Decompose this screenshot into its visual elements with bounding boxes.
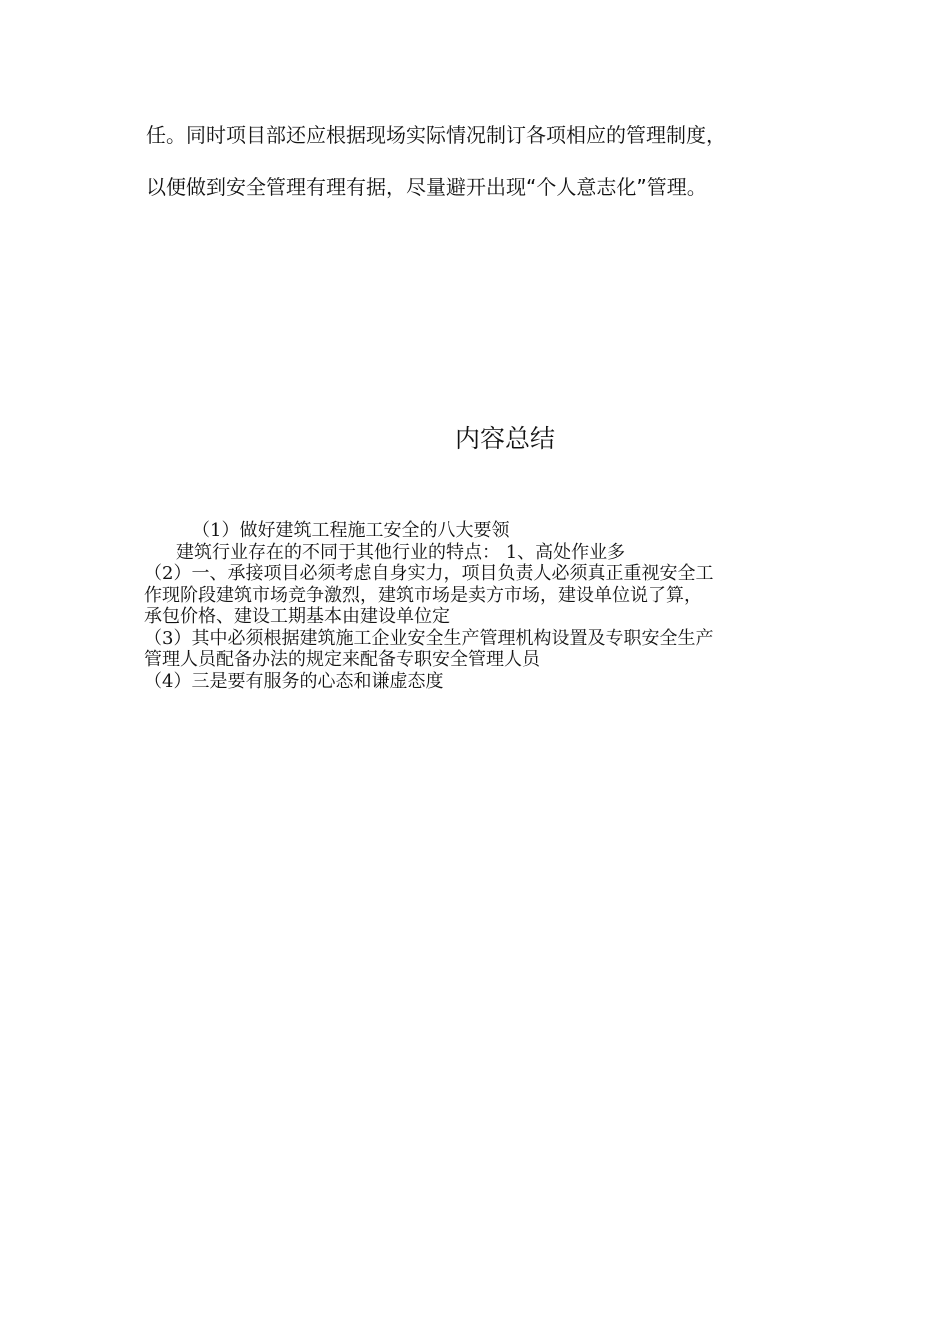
summary-title: 内容总结 bbox=[454, 424, 555, 453]
summary-line-3: （2）一、承接项目必须考虑自身实力，项目负责人必须真正重视安全工 bbox=[144, 563, 714, 584]
summary-line-1: （1）做好建筑工程施工安全的八大要领 bbox=[192, 520, 510, 541]
summary-line-6: （3）其中必须根据建筑施工企业安全生产管理机构设置及专职安全生产 bbox=[144, 627, 714, 649]
intro-line-1: 任。同时项目部还应根据现场实际情况制订各项相应的管理制度， bbox=[146, 123, 726, 147]
summary-line-4: 作现阶段建筑市场竞争激烈，建筑市场是卖方市场，建设单位说了算， bbox=[144, 584, 702, 606]
intro-line-2: 以便做到安全管理有理有据，尽量避开出现“个人意志化”管理。 bbox=[146, 175, 707, 199]
summary-line-2: 建筑行业存在的不同于其他行业的特点： 1、高处作业多 bbox=[176, 541, 626, 563]
summary-body bbox=[144, 520, 824, 692]
summary-line-7: 管理人员配备办法的规定来配备专职安全管理人员 bbox=[144, 649, 540, 670]
summary-line-8: （4）三是要有服务的心态和谦虚态度 bbox=[144, 670, 444, 692]
intro-paragraph bbox=[146, 122, 826, 200]
summary-line-5: 承包价格、建设工期基本由建设单位定 bbox=[144, 606, 450, 627]
